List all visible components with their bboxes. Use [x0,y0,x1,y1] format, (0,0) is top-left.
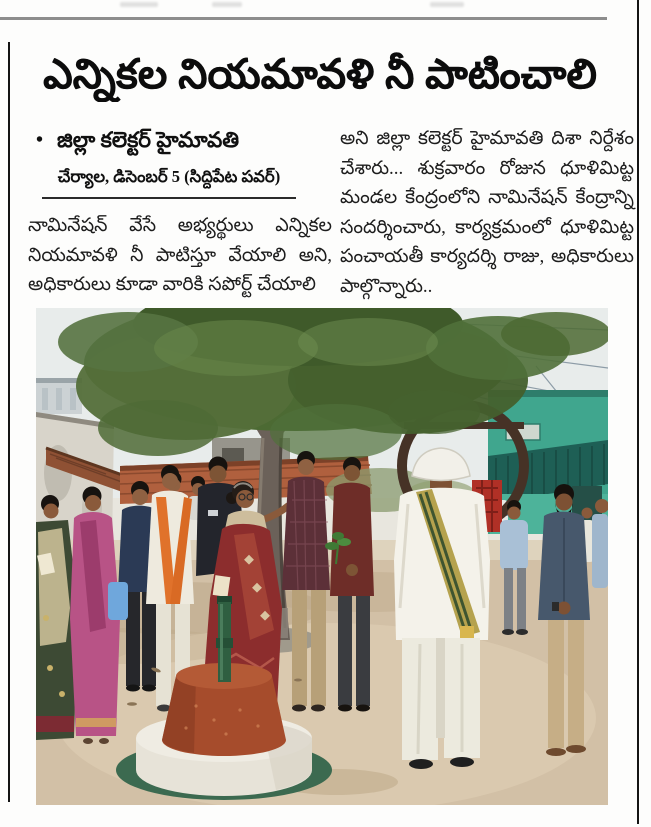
byline-text: జిల్లా కలెక్టర్ హైమావతి [57,128,240,152]
person-uniform-attendant [394,448,490,769]
blue-bag [108,582,128,620]
top-divider-rule [0,17,607,20]
dateline: చేర్యాల, డిసెంబర్ 5 (సిద్దిపేట పవర్) [42,166,296,199]
cropped-masthead-remnant [212,2,242,7]
body-column-right: అని జిల్లా కలెక్టర్ హైమావతి దిశా నిర్దేశం చేశారు... శుక్రవారం రోజున ధూళిమిట్ట మండల కేంద్రంలోని నామినేషన్ కేంద్రాన్ని సందర్శించారు, కార్యక్రమంలో ధూళిమిట్ట పంచాయతీ కార్యదర్శి రాజు, అధికారులు పాల్గొన్నారు.. [340,128,634,297]
body-column-left: నామినేషన్ వేసే అభ్యర్థులు ఎన్నికల నియమావళి నీ పాటిస్తూ వేయాలి అని, అధికారులు కూడా వారికి సపోర్ట్ చేయాలి [28,215,332,295]
headline: ఎన్నికల నియమావళి నీ పాటించాలి [42,51,597,97]
column-rule-left [8,42,10,802]
byline-bullet: • [36,129,44,151]
cropped-masthead-remnant [430,2,464,7]
byline [36,127,332,153]
column-rule-right [637,0,639,824]
news-photo [36,308,608,805]
flag-pipe [216,596,233,682]
cropped-masthead-remnant [120,2,158,7]
